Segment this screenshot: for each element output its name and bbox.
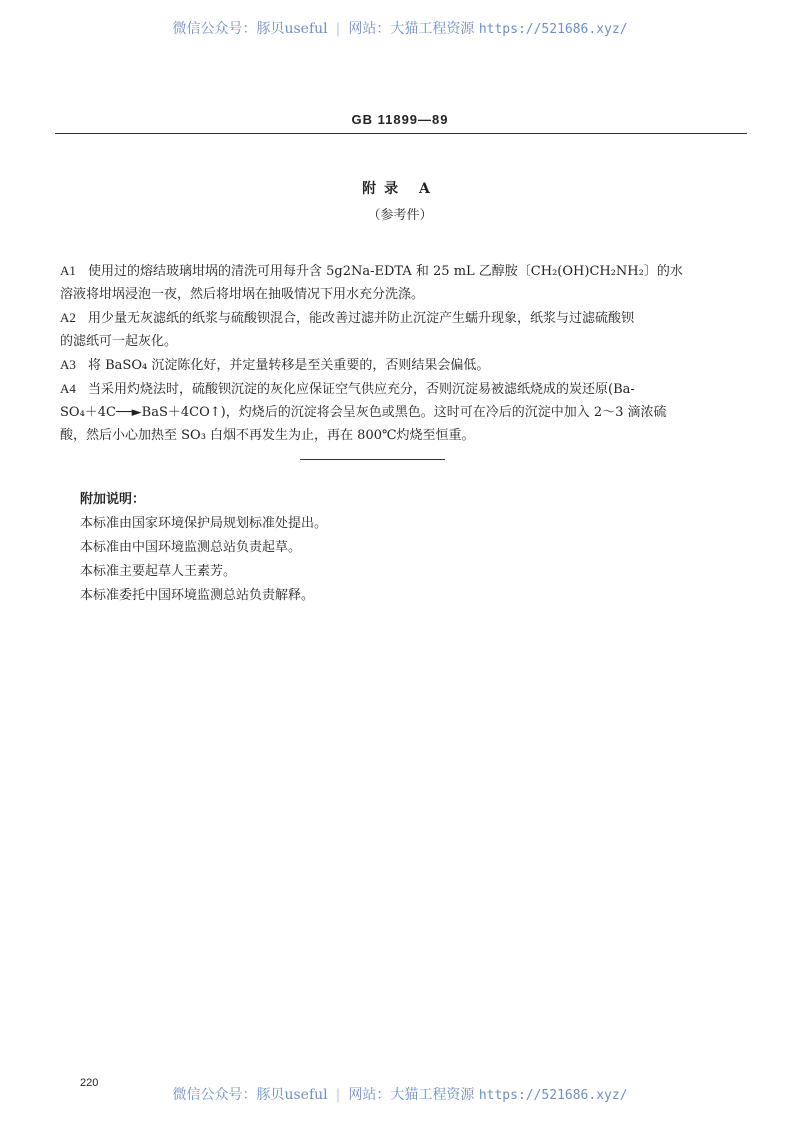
watermark-wechat: 微信公众号：豚贝useful [172,21,328,37]
paragraph-line [60,330,750,353]
paragraph-text: 用少量无灰滤纸的纸浆与硫酸钡混合，能改善过滤并防止沉淀产生蠕升现象，纸浆与过滤硫酸钡 [88,311,635,326]
appendix-subtitle: （参考件） [367,208,433,223]
additional-notes [80,488,327,608]
watermark-top [0,18,800,38]
paragraph-line [60,283,750,306]
paragraph-label: A1 [60,263,76,278]
paragraph-text: 当采用灼烧法时，硫酸钡沉淀的灰化应保证空气供应充分，否则沉淀易被滤纸烧成的炭还原(Ba- [88,382,635,397]
appendix-title: 附录 A [362,181,438,197]
paragraph-line [60,306,750,330]
appendix-body [60,259,750,447]
page-number: 220 [80,1077,99,1089]
paragraph-label: A4 [60,381,76,396]
paragraph-text: 酸，然后小心加热至 SO₃ 白烟不再发生为止，再在 800℃灼烧至恒重。 [60,428,475,443]
paragraph-line [60,353,750,377]
section-divider [300,459,445,460]
header-rule [55,133,747,134]
paragraph-line [60,377,750,401]
notes-heading: 附加说明： [80,492,146,507]
paragraph-text: 使用过的熔结玻璃坩埚的清洗可用每升含 5g2Na-EDTA 和 25 mL 乙醇胺〔CH₂(OH)CH₂NH₂〕的水 [88,264,683,279]
watermark-url[interactable]: https://521686.xyz/ [478,22,628,37]
watermark-bottom [0,1084,800,1104]
note-item: 本标准由国家环境保护局规划标准处提出。 [80,516,328,531]
note-item: 本标准委托中国环境监测总站负责解释。 [80,588,315,603]
paragraph-label: A3 [60,357,76,372]
note-item: 本标准由中国环境监测总站负责起草。 [80,540,302,555]
watermark-url[interactable]: https://521686.xyz/ [478,1088,628,1103]
note-item: 本标准主要起草人王素芳。 [80,564,237,579]
paragraph-text: 的滤纸可一起灰化。 [60,334,178,349]
paragraph-label: A2 [60,310,76,325]
watermark-wechat: 微信公众号：豚贝useful [172,1087,328,1103]
watermark-separator: | [335,1087,341,1103]
paragraph-text: 溶液将坩埚浸泡一夜，然后将坩埚在抽吸情况下用水充分洗涤。 [60,287,425,302]
standard-number: GB 11899—89 [351,112,449,127]
watermark-site: 网站：大猫工程资源 [348,1087,475,1103]
watermark-separator: | [335,21,341,37]
paragraph-line [60,401,750,424]
paragraph-line [60,259,750,283]
paragraph-text: SO₄＋4C──►BaS＋4CO↑)，灼烧后的沉淀将会呈灰色或黑色。这时可在冷后的沉淀中加入 2～3 滴浓硫 [60,405,667,420]
watermark-site: 网站：大猫工程资源 [348,21,475,37]
paragraph-text: 将 BaSO₄ 沉淀陈化好，并定量转移是至关重要的，否则结果会偏低。 [88,358,490,373]
paragraph-line [60,424,750,447]
